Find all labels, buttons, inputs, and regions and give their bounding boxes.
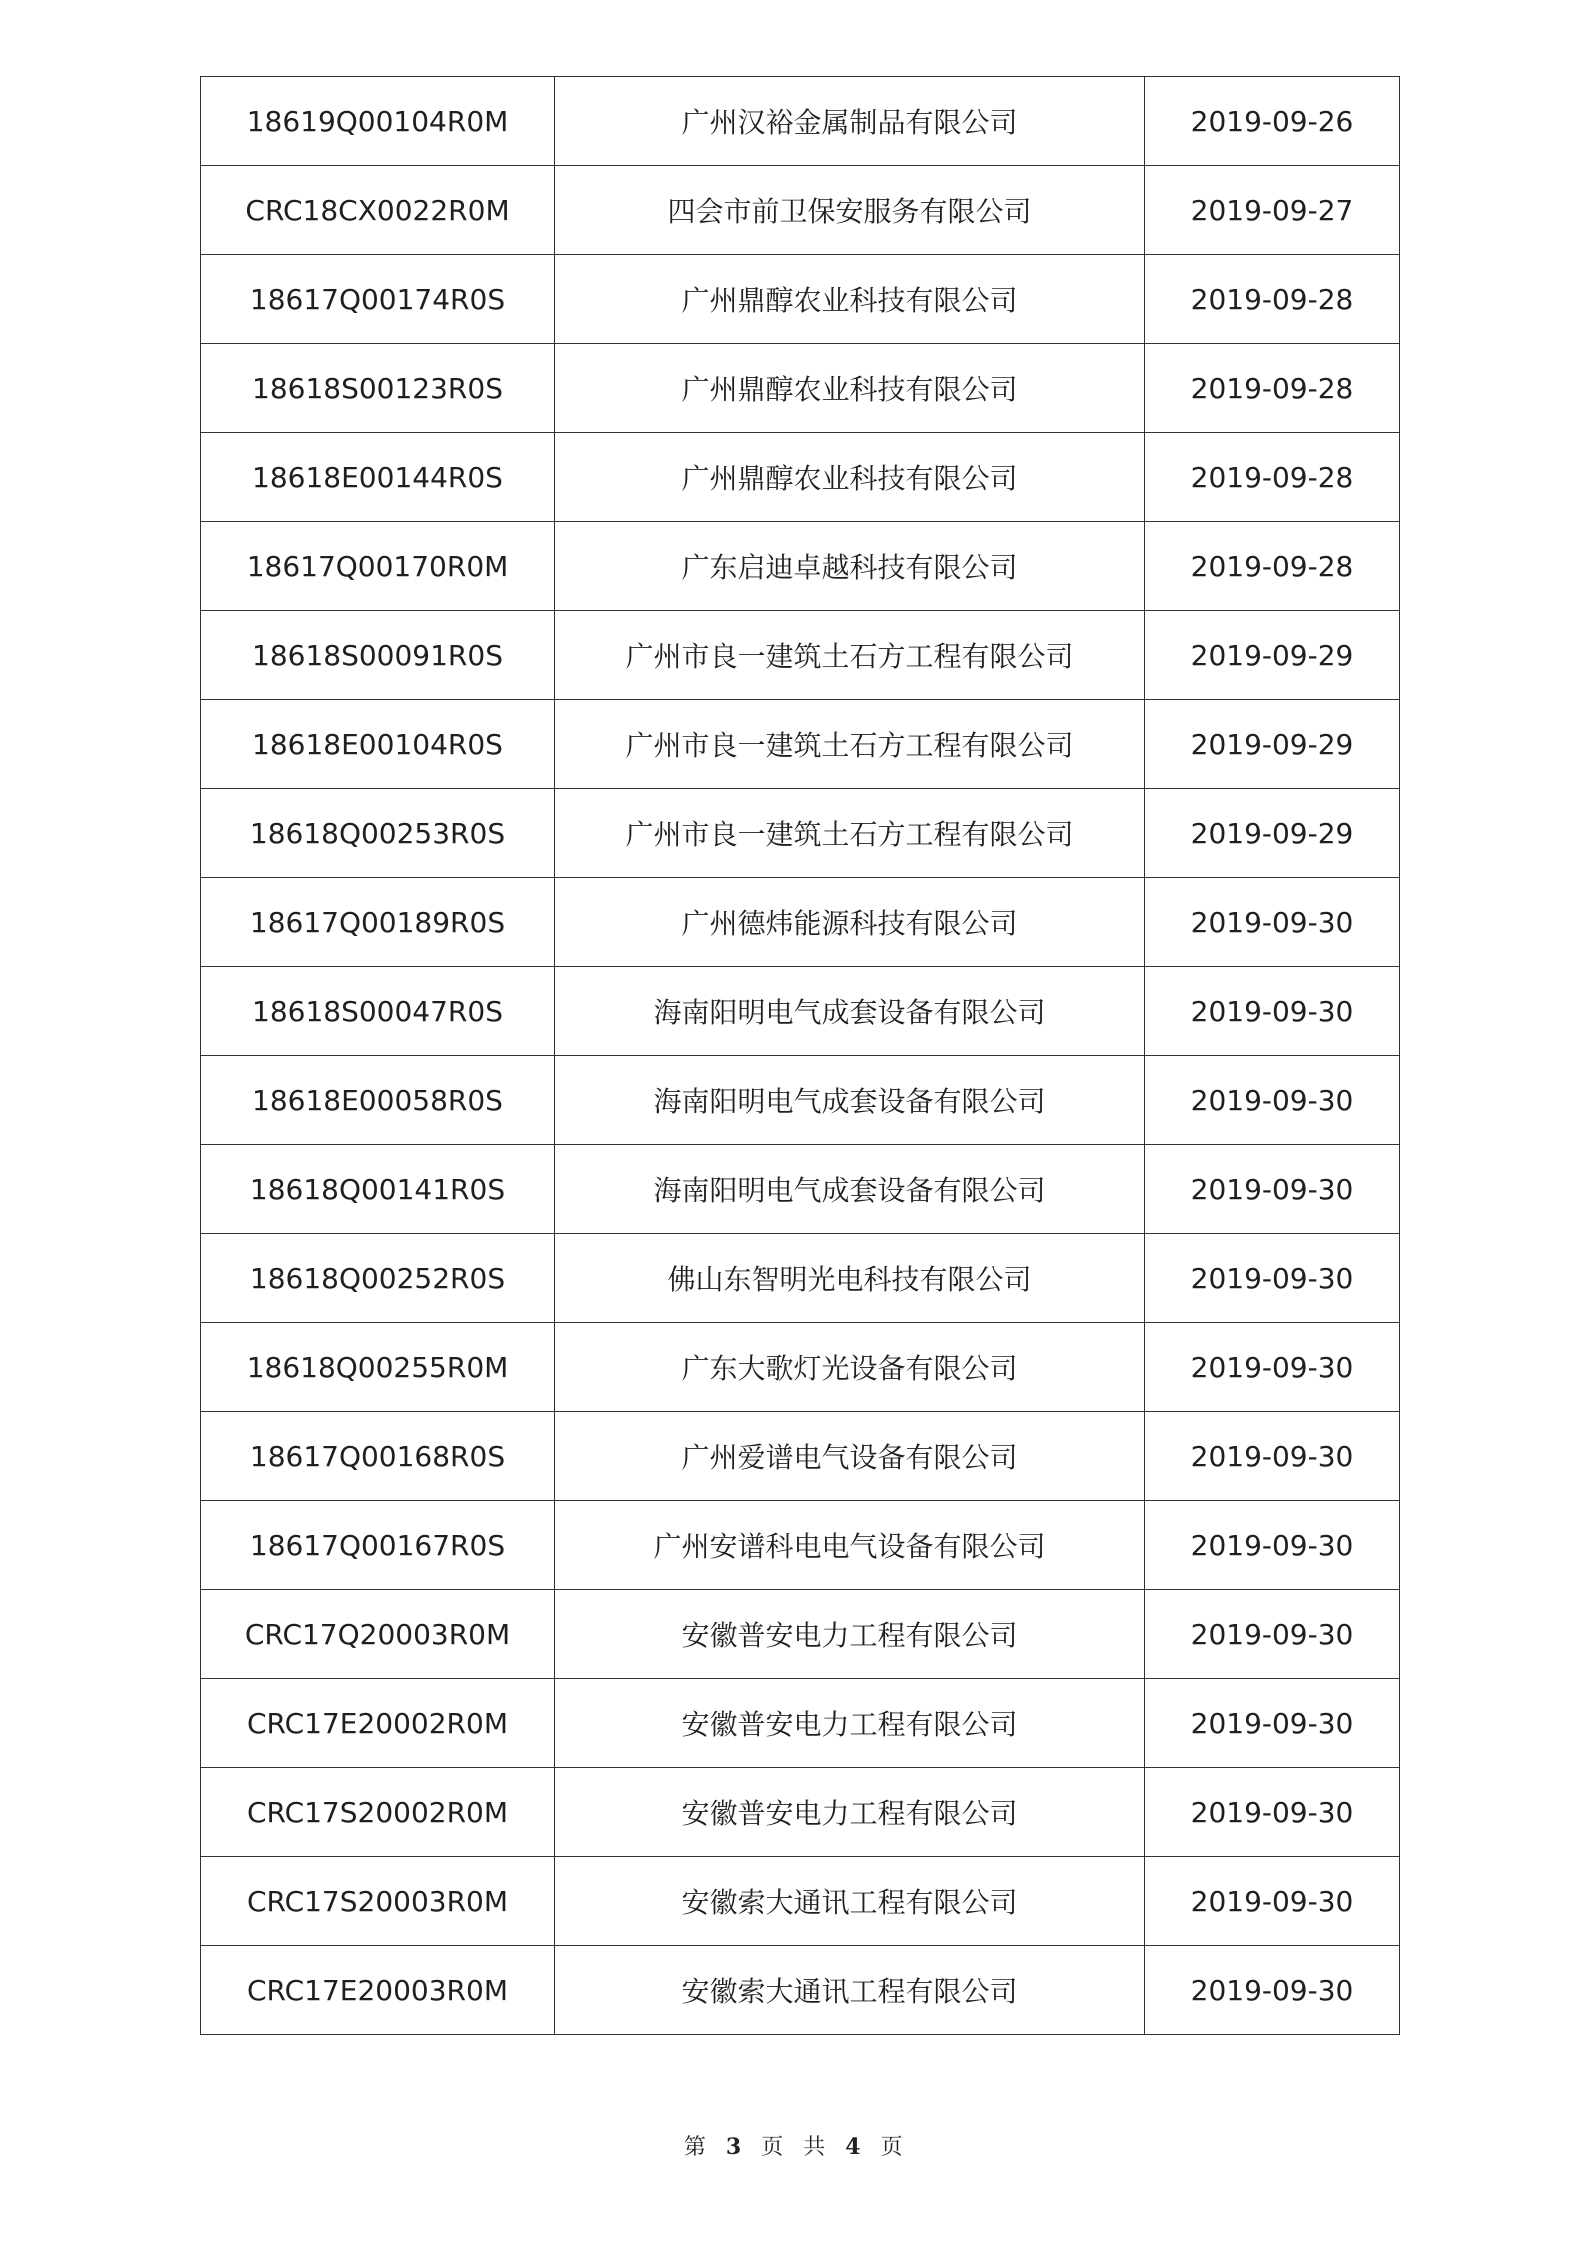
company-name-cell: 安徽普安电力工程有限公司 bbox=[555, 1590, 1145, 1679]
table-row bbox=[201, 1857, 1400, 1946]
issue-date-cell: 2019-09-30 bbox=[1145, 1145, 1400, 1234]
issue-date-cell: 2019-09-29 bbox=[1145, 700, 1400, 789]
table-row bbox=[201, 1501, 1400, 1590]
cert-number-cell: CRC17E20003R0M bbox=[201, 1946, 555, 2035]
footer-page-word: 页 bbox=[761, 2135, 784, 2160]
issue-date-cell: 2019-09-30 bbox=[1145, 967, 1400, 1056]
table-row bbox=[201, 1946, 1400, 2035]
company-name-cell: 广东启迪卓越科技有限公司 bbox=[555, 522, 1145, 611]
company-name-cell: 广州德炜能源科技有限公司 bbox=[555, 878, 1145, 967]
issue-date-cell: 2019-09-28 bbox=[1145, 433, 1400, 522]
table-row bbox=[201, 1145, 1400, 1234]
footer-total-pages: 4 bbox=[845, 2134, 862, 2160]
company-name-cell: 安徽普安电力工程有限公司 bbox=[555, 1679, 1145, 1768]
cert-number-cell: 18618S00123R0S bbox=[201, 344, 555, 433]
cert-number-cell: 18617Q00167R0S bbox=[201, 1501, 555, 1590]
issue-date-cell: 2019-09-30 bbox=[1145, 1234, 1400, 1323]
company-name-cell: 安徽索大通讯工程有限公司 bbox=[555, 1857, 1145, 1946]
cert-number-cell: 18617Q00170R0M bbox=[201, 522, 555, 611]
company-name-cell: 广州汉裕金属制品有限公司 bbox=[555, 77, 1145, 166]
issue-date-cell: 2019-09-30 bbox=[1145, 1679, 1400, 1768]
cert-number-cell: CRC18CX0022R0M bbox=[201, 166, 555, 255]
cert-number-cell: 18618S00091R0S bbox=[201, 611, 555, 700]
cert-number-cell: 18618Q00141R0S bbox=[201, 1145, 555, 1234]
issue-date-cell: 2019-09-30 bbox=[1145, 1946, 1400, 2035]
table-row bbox=[201, 1679, 1400, 1768]
company-name-cell: 广州安谱科电电气设备有限公司 bbox=[555, 1501, 1145, 1590]
issue-date-cell: 2019-09-30 bbox=[1145, 1590, 1400, 1679]
issue-date-cell: 2019-09-30 bbox=[1145, 1412, 1400, 1501]
table-row bbox=[201, 611, 1400, 700]
cert-number-cell: 18618E00058R0S bbox=[201, 1056, 555, 1145]
issue-date-cell: 2019-09-30 bbox=[1145, 1056, 1400, 1145]
table-row bbox=[201, 789, 1400, 878]
company-name-cell: 广州市良一建筑土石方工程有限公司 bbox=[555, 611, 1145, 700]
table-row bbox=[201, 166, 1400, 255]
issue-date-cell: 2019-09-28 bbox=[1145, 522, 1400, 611]
table-row bbox=[201, 1768, 1400, 1857]
company-name-cell: 海南阳明电气成套设备有限公司 bbox=[555, 1056, 1145, 1145]
company-name-cell: 安徽普安电力工程有限公司 bbox=[555, 1768, 1145, 1857]
cert-number-cell: CRC17S20002R0M bbox=[201, 1768, 555, 1857]
table-row bbox=[201, 967, 1400, 1056]
company-name-cell: 安徽索大通讯工程有限公司 bbox=[555, 1946, 1145, 2035]
page-footer bbox=[0, 2130, 1587, 2161]
table-row bbox=[201, 1590, 1400, 1679]
cert-number-cell: 18618E00104R0S bbox=[201, 700, 555, 789]
cert-number-cell: CRC17Q20003R0M bbox=[201, 1590, 555, 1679]
cert-number-cell: 18618E00144R0S bbox=[201, 433, 555, 522]
table-row bbox=[201, 878, 1400, 967]
company-name-cell: 佛山东智明光电科技有限公司 bbox=[555, 1234, 1145, 1323]
issue-date-cell: 2019-09-30 bbox=[1145, 1768, 1400, 1857]
company-name-cell: 广州鼎醇农业科技有限公司 bbox=[555, 433, 1145, 522]
table-row bbox=[201, 700, 1400, 789]
issue-date-cell: 2019-09-30 bbox=[1145, 878, 1400, 967]
table-row bbox=[201, 522, 1400, 611]
table-row bbox=[201, 1323, 1400, 1412]
cert-number-cell: 18617Q00174R0S bbox=[201, 255, 555, 344]
certificate-table bbox=[200, 76, 1400, 2035]
company-name-cell: 广州市良一建筑土石方工程有限公司 bbox=[555, 789, 1145, 878]
company-name-cell: 海南阳明电气成套设备有限公司 bbox=[555, 1145, 1145, 1234]
company-name-cell: 海南阳明电气成套设备有限公司 bbox=[555, 967, 1145, 1056]
table-row bbox=[201, 77, 1400, 166]
company-name-cell: 广州鼎醇农业科技有限公司 bbox=[555, 255, 1145, 344]
issue-date-cell: 2019-09-27 bbox=[1145, 166, 1400, 255]
cert-number-cell: 18618Q00253R0S bbox=[201, 789, 555, 878]
issue-date-cell: 2019-09-30 bbox=[1145, 1323, 1400, 1412]
cert-number-cell: CRC17S20003R0M bbox=[201, 1857, 555, 1946]
table-row bbox=[201, 433, 1400, 522]
issue-date-cell: 2019-09-28 bbox=[1145, 344, 1400, 433]
cert-number-cell: 18619Q00104R0M bbox=[201, 77, 555, 166]
table-row bbox=[201, 1056, 1400, 1145]
footer-total-word: 共 bbox=[803, 2135, 826, 2160]
certificate-table-body bbox=[201, 77, 1400, 2035]
issue-date-cell: 2019-09-28 bbox=[1145, 255, 1400, 344]
table-row bbox=[201, 344, 1400, 433]
cert-number-cell: 18618Q00255R0M bbox=[201, 1323, 555, 1412]
footer-current-page: 3 bbox=[725, 2134, 742, 2160]
company-name-cell: 广州鼎醇农业科技有限公司 bbox=[555, 344, 1145, 433]
cert-number-cell: 18617Q00168R0S bbox=[201, 1412, 555, 1501]
table-row bbox=[201, 1412, 1400, 1501]
company-name-cell: 广州爱谱电气设备有限公司 bbox=[555, 1412, 1145, 1501]
cert-number-cell: 18617Q00189R0S bbox=[201, 878, 555, 967]
cert-number-cell: CRC17E20002R0M bbox=[201, 1679, 555, 1768]
table-row bbox=[201, 255, 1400, 344]
table-row bbox=[201, 1234, 1400, 1323]
issue-date-cell: 2019-09-30 bbox=[1145, 1501, 1400, 1590]
footer-suffix: 页 bbox=[880, 2135, 904, 2160]
cert-number-cell: 18618Q00252R0S bbox=[201, 1234, 555, 1323]
footer-prefix: 第 bbox=[683, 2135, 707, 2160]
issue-date-cell: 2019-09-29 bbox=[1145, 611, 1400, 700]
issue-date-cell: 2019-09-30 bbox=[1145, 1857, 1400, 1946]
cert-number-cell: 18618S00047R0S bbox=[201, 967, 555, 1056]
company-name-cell: 四会市前卫保安服务有限公司 bbox=[555, 166, 1145, 255]
issue-date-cell: 2019-09-26 bbox=[1145, 77, 1400, 166]
company-name-cell: 广东大歌灯光设备有限公司 bbox=[555, 1323, 1145, 1412]
company-name-cell: 广州市良一建筑土石方工程有限公司 bbox=[555, 700, 1145, 789]
issue-date-cell: 2019-09-29 bbox=[1145, 789, 1400, 878]
